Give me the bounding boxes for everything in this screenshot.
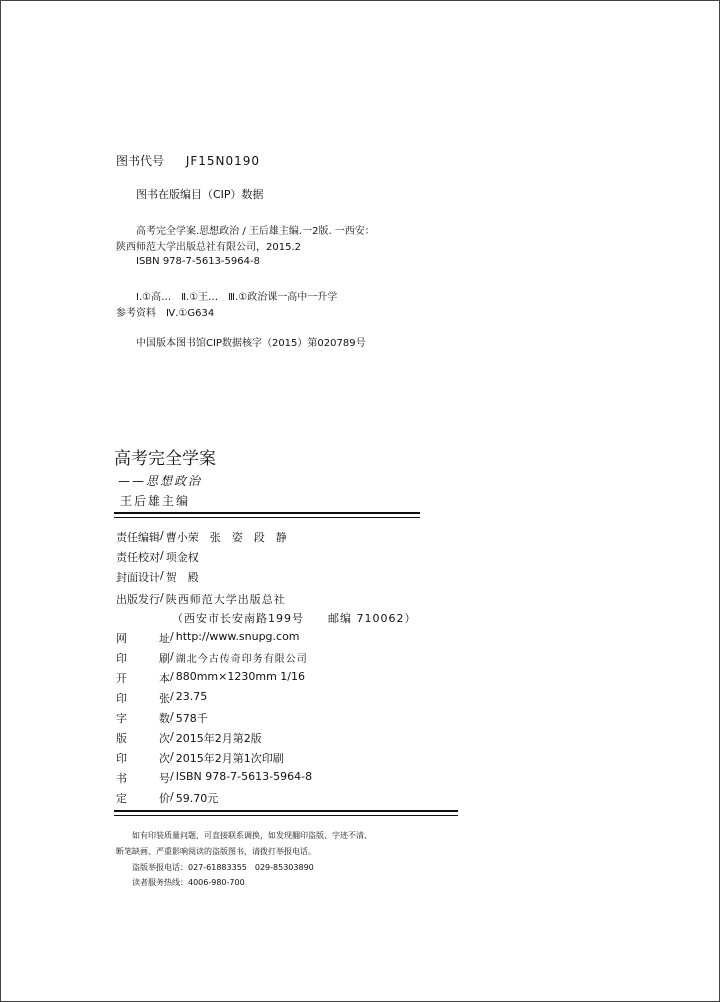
spec-label: 网 址 — [116, 632, 170, 645]
spec-label: 字 数 — [116, 712, 170, 725]
spec-row-word-count: 字 数 / 578千 — [116, 710, 208, 725]
spec-row-format: 开 本 / 880mm×1230mm 1/16 — [116, 670, 305, 685]
cip-class-line-1: Ⅰ.①高… Ⅱ.①王… Ⅲ.①政治课一高中一升学 — [136, 292, 338, 303]
spec-label: 印 张 — [116, 692, 170, 705]
book-code-value: JF15N0190 — [185, 154, 261, 168]
spec-row-edition: 版 次 / 2015年2月第2版 — [116, 730, 262, 745]
credit-row-cover: 封面设计 / 贺 殿 — [116, 569, 199, 584]
publisher-address: （西安市长安南路199号 邮编 710062） — [172, 612, 417, 625]
top-rule-thick — [114, 512, 420, 514]
notice-service-phone: 读者服务热线：4006-980-700 — [132, 878, 245, 887]
publisher-label: 出版发行 — [116, 593, 160, 606]
credit-label: 责任编辑 — [116, 531, 160, 544]
spec-label: 定 价 — [116, 792, 170, 805]
spec-row-printing: 印 次 / 2015年2月第1次印刷 — [116, 750, 284, 765]
credit-row-editors: 责任编辑 / 曹小荣 张 姿 段 静 — [116, 529, 287, 544]
notice-report-phone: 盗版举报电话：027-61883355 029-85303890 — [132, 863, 314, 872]
book-code-label: 图书代号 — [116, 154, 165, 168]
spec-row-sheets: 印 张 / 23.75 — [116, 690, 208, 705]
spec-row-price: 定 价 / 59.70元 — [116, 790, 219, 805]
cip-line-2: 陕西师范大学出版总社有限公司，2015.2 — [116, 242, 301, 253]
spec-row-website: 网 址 / http://www.snupg.com — [116, 630, 300, 645]
cip-record: 中国版本图书馆CIP数据核字（2015）第020789号 — [136, 338, 366, 349]
bottom-rule-thick — [114, 810, 458, 812]
spec-row-printer: 印 刷 / 湖北今古传奇印务有限公司 — [116, 650, 308, 665]
cip-isbn: ISBN 978-7-5613-5964-8 — [136, 256, 260, 267]
spec-value: ISBN 978-7-5613-5964-8 — [175, 770, 313, 783]
cip-class-line-2: 参考资料 Ⅳ.①G634 — [116, 308, 215, 319]
spec-label: 版 次 — [116, 732, 170, 745]
spec-value: 59.70元 — [175, 792, 219, 805]
credit-value: 曹小荣 张 姿 段 静 — [165, 531, 287, 544]
notice-line-2: 断笔缺画、严重影响阅读的盗版图书，请拨打举报电话。 — [116, 847, 316, 856]
spec-label: 印 次 — [116, 752, 170, 765]
book-editor: 王后雄主编 — [120, 494, 191, 508]
spec-row-isbn: 书 号 / ISBN 978-7-5613-5964-8 — [116, 770, 313, 785]
credit-row-proofreader: 责任校对 / 项金权 — [116, 549, 199, 564]
spec-value: 2015年2月第2版 — [175, 732, 262, 745]
spec-value: 880mm×1230mm 1/16 — [175, 670, 305, 683]
notice-line-1: 如有印装质量问题，可直接联系调换，如发现翻印盗版、字迹不清、 — [132, 831, 372, 840]
credit-value: 贺 殿 — [165, 571, 199, 584]
credit-label: 责任校对 — [116, 551, 160, 564]
top-rule-thin — [114, 517, 420, 518]
book-subtitle: ——思想政治 — [118, 474, 203, 488]
spec-label: 开 本 — [116, 672, 170, 685]
spec-value: 578千 — [175, 712, 208, 725]
spec-value: 湖北今古传奇印务有限公司 — [175, 654, 308, 665]
publisher-row: 出版发行 / 陕西师范大学出版总社 — [116, 591, 286, 606]
bottom-rule-thin — [114, 815, 458, 816]
credit-label: 封面设计 — [116, 571, 160, 584]
book-title: 高考完全学案 — [114, 449, 216, 469]
book-code — [116, 152, 260, 169]
publisher-name: 陕西师范大学出版总社 — [165, 593, 286, 606]
spec-value: 2015年2月第1次印刷 — [175, 752, 284, 765]
cip-line-1: 高考完全学案.思想政治 / 王后雄主编.一2版. 一西安： — [136, 226, 375, 237]
credit-value: 项金权 — [165, 551, 199, 564]
spec-label: 印 刷 — [116, 652, 170, 665]
cip-heading: 图书在版编目（CIP）数据 — [136, 188, 264, 201]
spec-label: 书 号 — [116, 772, 170, 785]
spec-value: http://www.snupg.com — [175, 630, 300, 643]
spec-value: 23.75 — [175, 690, 208, 703]
